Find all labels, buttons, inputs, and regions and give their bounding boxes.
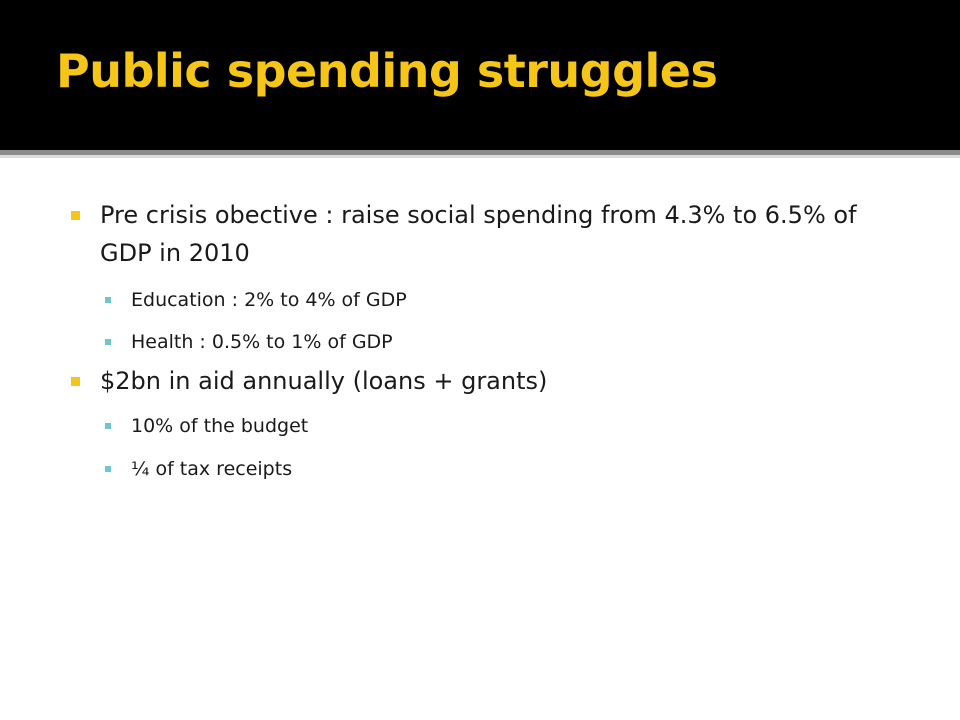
square-bullet-icon xyxy=(71,211,80,220)
square-bullet-icon xyxy=(105,466,111,472)
slide-title: Public spending struggles xyxy=(56,44,718,98)
bullet-item: Pre crisis obective : raise social spending from 4.3% to 6.5% of GDP in 2010 xyxy=(100,201,857,267)
square-bullet-icon xyxy=(105,423,111,429)
bullet-item: $2bn in aid annually (loans + grants) xyxy=(100,367,548,395)
sub-bullet-item: ¼ of tax receipts xyxy=(131,458,293,480)
sub-bullet-item: 10% of the budget xyxy=(131,415,309,437)
sub-bullet-item: Education : 2% to 4% of GDP xyxy=(131,289,407,311)
square-bullet-icon xyxy=(71,377,80,386)
sub-bullet-item: Health : 0.5% to 1% of GDP xyxy=(131,331,393,353)
square-bullet-icon xyxy=(105,339,111,345)
square-bullet-icon xyxy=(105,297,111,303)
